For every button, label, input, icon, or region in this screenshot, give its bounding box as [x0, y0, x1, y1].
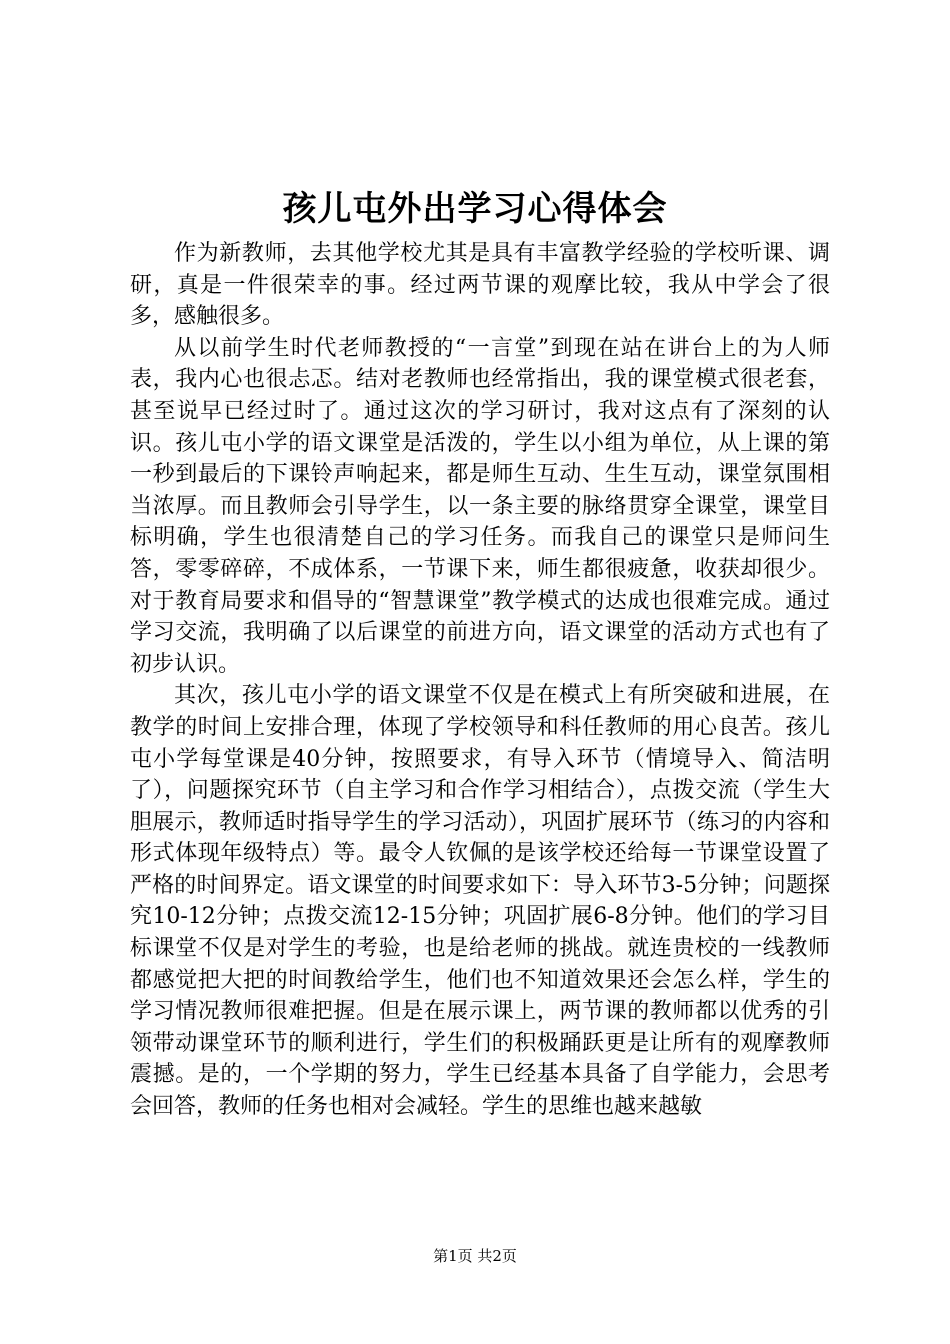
document-body: [130, 238, 830, 1123]
document-title: 孩儿屯外出学习心得体会: [282, 189, 668, 229]
paragraph-2: 从以前学生时代老师教授的“一言堂”到现在站在讲台上的为人师表，我内心也很忐忑。结对老教师也经常指出，我的课堂模式很老套，甚至说早已经过时了。通过这次的学习研讨，我对这点有了深刻的认识。孩儿屯小学的语文课堂是活泼的，学生以小组为单位，从上课的第一秒到最后的下课铃声响起来，都是师生互动、生生互动，课堂氛围相当浓厚。而且教师会引导学生，以一条主要的脉络贯穿全课堂，课堂目标明确，学生也很清楚自己的学习任务。而我自己的课堂只是师问生答，零零碎碎，不成体系，一节课下来，师生都很疲惫，收获却很少。对于教育局要求和倡导的“智慧课堂”教学模式的达成也很难完成。通过学习交流，我明确了以后课堂的前进方向，语文课堂的活动方式也有了初步认识。: [130, 335, 830, 677]
page-number-footer: 第1页 共2页: [433, 1247, 517, 1265]
paragraph-1: 作为新教师，去其他学校尤其是具有丰富教学经验的学校听课、调研，真是一件很荣幸的事。经过两节课的观摩比较，我从中学会了很多，感触很多。: [130, 241, 830, 330]
paragraph-3: 其次，孩儿屯小学的语文课堂不仅是在模式上有所突破和进展，在教学的时间上安排合理，体现了学校领导和科任教师的用心良苦。孩儿屯小学每堂课是40分钟，按照要求，有导入环节（情境导入、简洁明了），问题探究环节（自主学习和合作学习相结合），点拨交流（学生大胆展示，教师适时指导学生的学习活动），巩固扩展环节（练习的内容和形式体现年级特点）等。最令人钦佩的是该学校还给每一节课堂设置了严格的时间界定。语文课堂的时间要求如下：导入环节3-5分钟；问题探究10-12分钟；点拨交流12-15分钟；巩固扩展6-8分钟。他们的学习目标课堂不仅是对学生的考验，也是给老师的挑战。就连贵校的一线教师都感觉把大把的时间教给学生，他们也不知道效果还会怎么样，学生的学习情况教师很难把握。但是在展示课上，两节课的教师都以优秀的引领带动课堂环节的顺利进行，学生们的积极踊跃更是让所有的观摩教师震撼。是的，一个学期的努力，学生已经基本具备了自学能力，会思考会回答，教师的任务也相对会减轻。学生的思维也越来越敏: [130, 683, 830, 1120]
